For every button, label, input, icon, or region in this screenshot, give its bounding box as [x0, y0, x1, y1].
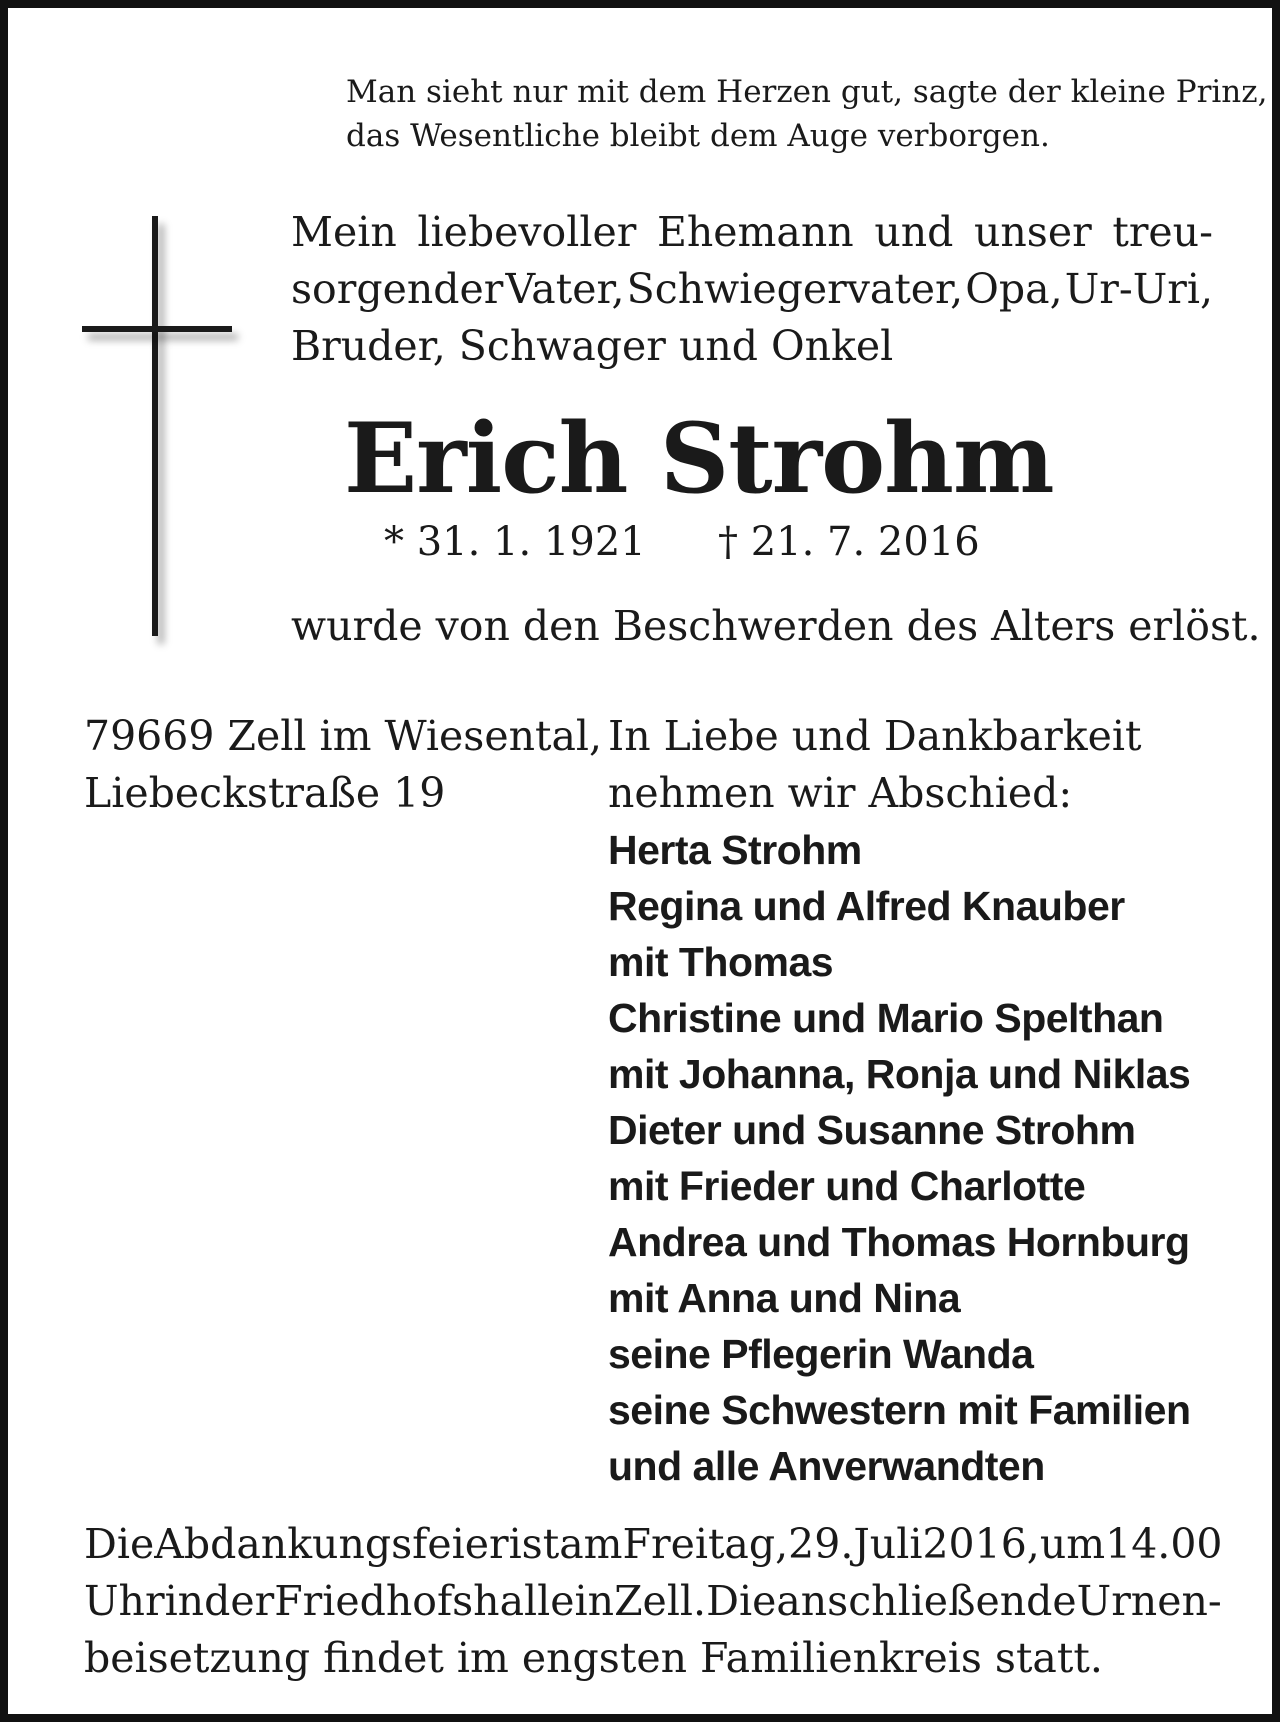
service-word: 2016,	[922, 1520, 1040, 1568]
address-line-2: Liebeckstraße 19	[84, 769, 446, 817]
service-line-2	[84, 1573, 1222, 1630]
cross-horizontal-bar	[82, 326, 232, 332]
relieved-text: wurde von den Beschwerden des Alters erlöst.	[291, 602, 1261, 650]
quote	[346, 70, 1268, 158]
service-word: Freitag,	[622, 1520, 789, 1568]
intro-line-2	[291, 261, 1213, 318]
mourner-entry: Regina und Alfred Knauber	[608, 883, 1125, 929]
intro-word: Schwiegervater,	[626, 265, 964, 313]
service-word: Die	[706, 1577, 777, 1625]
service-announcement	[84, 1516, 1223, 1687]
service-word: ist	[508, 1520, 560, 1568]
quote-line-1: Man sieht nur mit dem Herzen gut, sagte der kleine Prinz,	[346, 74, 1268, 110]
mourner-entry: Christine und Mario Spelthan	[608, 995, 1164, 1041]
mourner-entry: seine Pflegerin Wanda	[608, 1331, 1034, 1377]
farewell-line-1: In Liebe und Dankbarkeit	[608, 712, 1142, 760]
intro-text	[291, 204, 1213, 375]
mourner-entry: Andrea und Thomas Hornburg	[608, 1219, 1190, 1265]
service-word: Die	[84, 1520, 155, 1568]
service-word: Zell.	[614, 1577, 707, 1625]
service-word: 14.00	[1105, 1520, 1223, 1568]
intro-word: unser	[974, 208, 1092, 256]
birth-date: * 31. 1. 1921	[384, 519, 646, 565]
mourner-entry: mit Johanna, Ronja und Niklas	[608, 1051, 1191, 1097]
service-line-1	[84, 1516, 1223, 1573]
service-word: am	[559, 1520, 623, 1568]
service-word: in	[164, 1577, 205, 1625]
service-word: Abdankungsfeier	[154, 1520, 509, 1568]
intro-line-1	[291, 204, 1213, 261]
intro-word: Ehemann	[656, 208, 854, 256]
intro-line-3: Bruder, Schwager und Onkel	[291, 322, 894, 370]
death-date: † 21. 7. 2016	[718, 519, 980, 565]
service-word: um	[1039, 1520, 1106, 1568]
mourner-entry: mit Thomas	[608, 939, 834, 985]
address-line-1: 79669 Zell im Wiesental,	[84, 712, 603, 760]
service-word: der	[204, 1577, 275, 1625]
service-word: Uhr	[84, 1577, 165, 1625]
service-word: anschließende	[776, 1577, 1077, 1625]
address	[84, 708, 602, 822]
service-line-3: beisetzung findet im engsten Familienkreis statt.	[84, 1634, 1103, 1682]
intro-word: sorgender	[291, 265, 504, 313]
cross-vertical-bar	[152, 216, 158, 636]
intro-word: treu-	[1112, 208, 1213, 256]
quote-line-2: das Wesentliche bleibt dem Auge verborgen.	[346, 118, 1050, 154]
service-word: 29.	[788, 1520, 854, 1568]
service-word: in	[574, 1577, 615, 1625]
deceased-name: Erich Strohm	[344, 402, 1054, 515]
mourner-entry: Herta Strohm	[608, 827, 862, 873]
mourners-list	[608, 822, 1190, 1494]
farewell-text	[608, 708, 1141, 822]
mourner-entry: Dieter und Susanne Strohm	[608, 1107, 1136, 1153]
intro-word: Vater,	[505, 265, 625, 313]
mourner-entry: mit Frieder und Charlotte	[608, 1163, 1086, 1209]
service-word: Friedhofshalle	[274, 1577, 575, 1625]
mourner-entry: mit Anna und Nina	[608, 1275, 961, 1321]
intro-word: liebevoller	[417, 208, 637, 256]
service-word: Juli	[853, 1520, 923, 1568]
service-word: Urnen-	[1076, 1577, 1222, 1625]
intro-word: und	[874, 208, 954, 256]
intro-word: Ur-Uri,	[1064, 265, 1213, 313]
intro-word: Opa,	[965, 265, 1063, 313]
intro-word: Mein	[291, 208, 397, 256]
mourner-entry: seine Schwestern mit Familien	[608, 1387, 1191, 1433]
mourner-entry: und alle Anverwandten	[608, 1443, 1045, 1489]
farewell-line-2: nehmen wir Abschied:	[608, 769, 1073, 817]
